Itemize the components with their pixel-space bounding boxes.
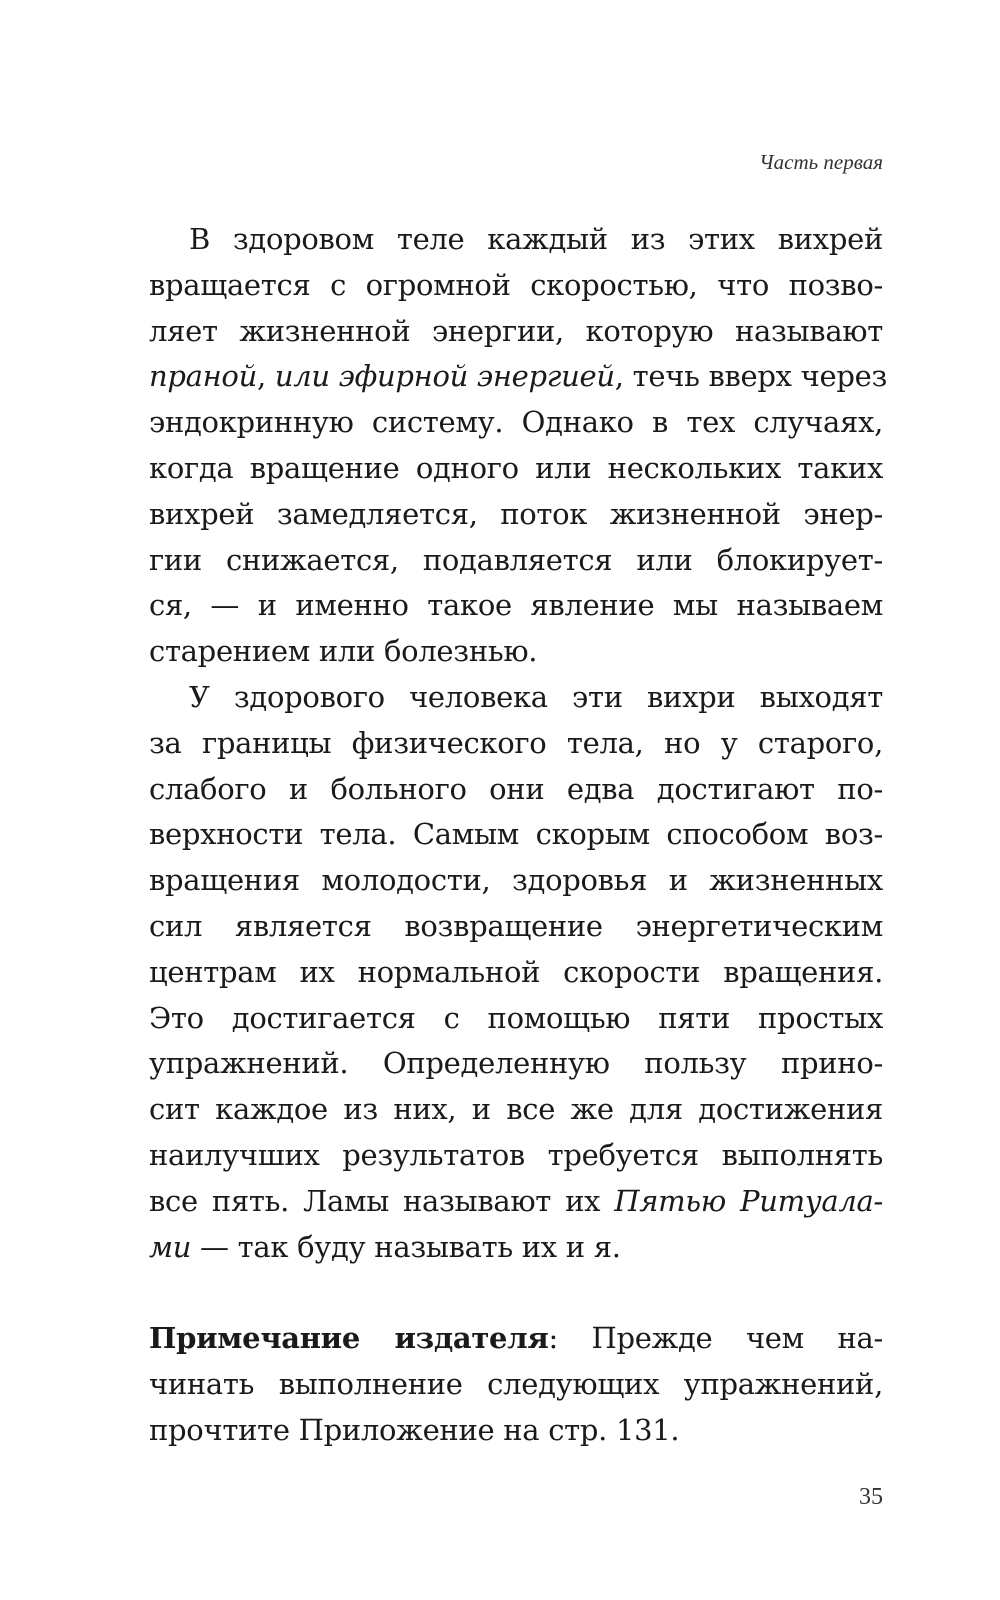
text-segment: чинать выполнение следующих упражнений,: [149, 1366, 883, 1401]
text-line: [149, 538, 883, 584]
text-line: [149, 904, 883, 950]
text-line: [149, 263, 883, 309]
text-line: [149, 721, 883, 767]
italic-term: Пятью Ритуала-: [614, 1183, 883, 1218]
text-segment: верхности тела. Самым скорым способом воз-: [149, 817, 883, 852]
text-segment: за границы физического тела, но у старого,: [149, 725, 883, 760]
text-line: [149, 1225, 883, 1271]
paragraph: [149, 217, 888, 675]
italic-term: ми: [149, 1229, 192, 1264]
text-segment: когда вращение одного или нескольких таких: [149, 450, 883, 485]
text-line: [149, 1408, 883, 1454]
text-line: [149, 858, 883, 904]
paragraph: [149, 1316, 883, 1453]
page-number: 35: [859, 1484, 883, 1510]
text-segment: центрам их нормальной скорости вращения.: [149, 954, 883, 989]
italic-term: или эфирной энергией: [274, 359, 615, 394]
text-segment: гии снижается, подавляется или блокирует-: [149, 542, 883, 577]
text-line: [149, 996, 883, 1042]
text-segment: вихрей замедляется, поток жизненной энер-: [149, 496, 883, 531]
running-header: Часть первая: [759, 150, 883, 174]
text-segment: вращения молодости, здоровья и жизненных: [149, 863, 883, 898]
main-text: [149, 217, 888, 1270]
text-segment: сил является возвращение энергетическим: [149, 908, 883, 943]
text-line: [149, 354, 888, 400]
text-segment: : Прежде чем на-: [548, 1321, 883, 1356]
text-segment: наилучших результатов требуется выполнять: [149, 1137, 883, 1172]
italic-term: праной: [149, 359, 257, 394]
text-line: [149, 1041, 883, 1087]
spacer: [149, 1270, 883, 1316]
text-segment: В здоровом теле каждый из этих вихрей: [189, 222, 883, 256]
text-line: [149, 1179, 883, 1225]
paragraph: [149, 675, 883, 1270]
publisher-note: [149, 1316, 883, 1453]
text-segment: старением или болезнью.: [149, 634, 538, 669]
text-line: [149, 400, 883, 446]
text-segment: прочтите Приложение на стр. 131.: [149, 1412, 680, 1447]
text-line: [149, 583, 883, 629]
text-line: [149, 446, 883, 492]
text-segment: ,: [256, 359, 275, 394]
text-line: [149, 492, 883, 538]
text-line: [149, 675, 883, 721]
text-segment: слабого и больного они едва достигают по-: [149, 771, 883, 806]
text-line: [149, 309, 883, 355]
text-line: [149, 1133, 883, 1179]
text-line: [149, 950, 883, 996]
text-segment: эндокринную систему. Однако в тех случаях,: [149, 405, 883, 440]
page-body: [149, 217, 888, 1454]
text-line: [149, 217, 883, 263]
text-segment: , течь вверх через: [614, 359, 888, 394]
text-segment: Это достигается с помощью пяти простых: [149, 1000, 883, 1035]
text-segment: ляет жизненной энергии, которую называют: [149, 313, 883, 348]
text-segment: У здорового человека эти вихри выходят: [189, 679, 883, 714]
text-segment: ся, — и именно такое явление мы называем: [149, 588, 883, 623]
text-segment: вращается с огромной скоростью, что позво-: [149, 267, 883, 302]
text-line: [149, 1087, 883, 1133]
text-line: [149, 767, 883, 813]
text-line: [149, 1316, 883, 1362]
text-segment: сит каждое из них, и все же для достижения: [149, 1092, 883, 1127]
bold-label: Примечание издателя: [149, 1321, 549, 1356]
text-line: [149, 812, 883, 858]
text-segment: — так буду называть их и я.: [191, 1229, 621, 1264]
text-line: [149, 629, 883, 675]
text-segment: все пять. Ламы называют их: [149, 1183, 615, 1218]
text-segment: упражнений. Определенную пользу прино-: [149, 1046, 883, 1081]
text-line: [149, 1362, 883, 1408]
